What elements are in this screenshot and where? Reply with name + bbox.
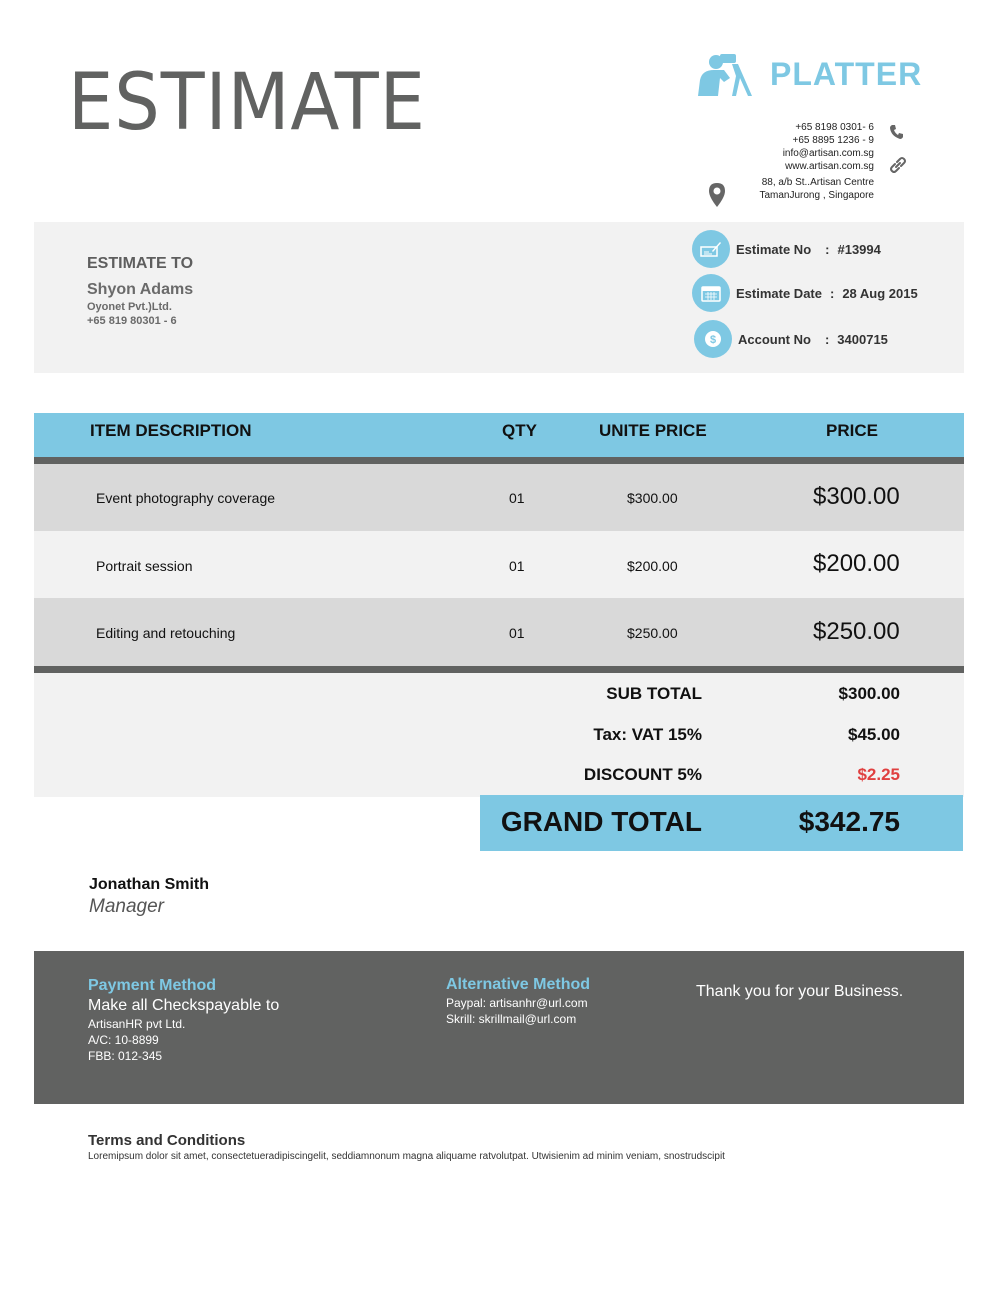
row-description: Event photography coverage [96, 490, 276, 506]
subtotal-label: SUB TOTAL [606, 684, 702, 703]
brand [694, 50, 922, 98]
contact-web [783, 148, 874, 173]
skrill-line: Skrill: skrillmail@url.com [446, 1012, 577, 1026]
client-name: Shyon Adams [87, 281, 194, 298]
photographer-icon [694, 50, 754, 98]
account-number-value: 3400715 [837, 331, 888, 347]
row-description: Portrait session [96, 558, 193, 574]
address-line-1: 88, a/b St..Artisan Centre [761, 177, 874, 188]
alternative-method-heading: Alternative Method [446, 976, 591, 993]
estimate-date-value: 28 Aug 2015 [842, 285, 918, 301]
grand-total-value: $342.75 [798, 806, 900, 837]
terms-heading: Terms and Conditions [88, 1132, 246, 1149]
row-unit-price: $300.00 [627, 490, 678, 506]
row-price: $200.00 [813, 550, 900, 577]
row-qty: 01 [509, 625, 525, 641]
header-qty: QTY [502, 421, 537, 440]
client-phone: +65 819 80301 - 6 [87, 315, 177, 327]
subtotal-value: $300.00 [838, 684, 900, 703]
totals-panel [34, 673, 964, 797]
signatory-role: Manager [89, 896, 164, 917]
payment-line: ArtisanHR pvt Ltd. [88, 1017, 186, 1031]
estimate-date-row [692, 274, 918, 312]
discount-label: DISCOUNT 5% [583, 765, 702, 784]
tax-label: Tax: VAT 15% [593, 725, 702, 744]
payment-method-heading: Payment Method [88, 977, 217, 994]
payment-line: FBB: 012-345 [88, 1049, 163, 1063]
separator: : [825, 241, 830, 257]
estimate-number-value: #13994 [837, 241, 881, 257]
divider [34, 666, 964, 673]
phone-icon [889, 124, 905, 140]
header-item-description: ITEM DESCRIPTION [90, 421, 252, 440]
divider [34, 457, 964, 464]
account-number-row [694, 320, 888, 358]
contact-website[interactable]: www.artisan.com.sg [785, 160, 874, 172]
location-pin-icon [707, 182, 727, 208]
payment-line: A/C: 10-8899 [88, 1033, 159, 1047]
grand-total-label: GRAND TOTAL [500, 806, 702, 837]
row-unit-price: $250.00 [627, 625, 678, 641]
row-price: $300.00 [813, 483, 900, 510]
row-qty: 01 [509, 558, 525, 574]
estimate-number-row [692, 230, 881, 268]
tax-value: $45.00 [848, 725, 900, 744]
estimate-date-label: Estimate Date [736, 285, 822, 301]
contact-phones [793, 122, 874, 147]
estimate-number-label: Estimate No [736, 241, 812, 257]
phone-1: +65 8198 0301- 6 [795, 122, 874, 133]
contact-email[interactable]: info@artisan.com.sg [782, 148, 874, 159]
cheque-icon [692, 230, 730, 268]
thank-you-message: Thank you for your Business. [696, 983, 904, 1000]
separator: : [829, 285, 835, 301]
terms-body: Loremipsum dolor sit amet, consectetueradipiscingelit, seddiamnonum magna aliquame ratvolutpat. Utwisienim ad minim veniam, snostrudscipit [88, 1151, 725, 1162]
brand-name: PLATTER [770, 55, 923, 92]
link-icon [889, 156, 907, 174]
row-price: $250.00 [813, 618, 900, 645]
address-line-2: TamanJurong , Singapore [759, 189, 874, 201]
payment-method-subheading: Make all Checkspayable to [88, 997, 280, 1014]
phone-2: +65 8895 1236 - 9 [792, 134, 874, 146]
client-company: Oyonet Pvt.)Ltd. [87, 301, 172, 313]
row-description: Editing and retouching [96, 625, 236, 641]
calendar-icon [692, 274, 730, 312]
discount-value: $2.25 [857, 765, 900, 784]
dollar-icon [694, 320, 732, 358]
contact-address [759, 177, 874, 202]
account-number-label: Account No [738, 331, 811, 347]
row-unit-price: $200.00 [627, 558, 678, 574]
svg-text:$: $ [709, 334, 717, 346]
separator: : [824, 331, 830, 347]
estimate-to-label: ESTIMATE TO [87, 255, 194, 272]
header-unit-price: UNITE PRICE [599, 421, 707, 440]
signatory-name: Jonathan Smith [89, 876, 210, 893]
header-price: PRICE [826, 421, 878, 440]
paypal-line: Paypal: artisanhr@url.com [446, 996, 588, 1010]
document-title: ESTIMATE [68, 58, 426, 148]
row-qty: 01 [509, 490, 525, 506]
